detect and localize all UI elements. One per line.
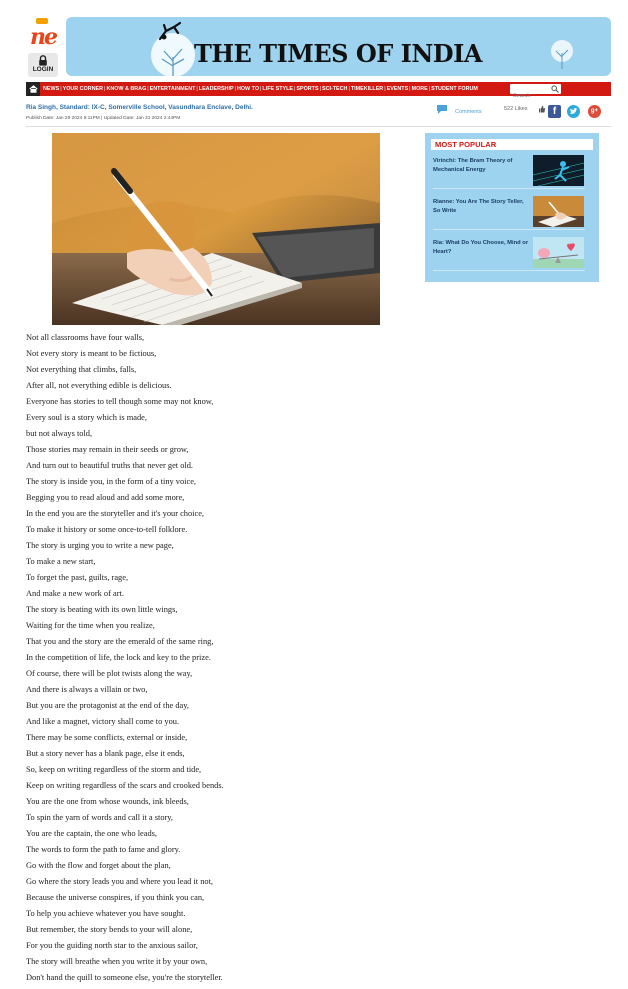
poem-line: And turn out to beautiful truths that never get old.: [26, 461, 194, 470]
poem-line: To spin the yarn of words and call it a story,: [26, 813, 174, 822]
nav-item-your-corner[interactable]: YOUR CORNER: [62, 86, 104, 92]
mind-heart-thumbnail: [533, 237, 584, 268]
nav-separator: |: [293, 86, 296, 92]
poem-line: Begging you to read aloud and add some more,: [26, 493, 185, 502]
poem-line: Keep on writing regardless of the scars and crooked bends.: [26, 781, 224, 790]
poem-line: Not every story is meant to be fictious,: [26, 349, 157, 358]
article-body-poem: [26, 331, 406, 987]
poem-line: Everyone has stories to tell though some may not know,: [26, 397, 214, 406]
search-icon[interactable]: [551, 85, 559, 93]
nav-separator: |: [260, 86, 262, 92]
nav-item-student-forum[interactable]: STUDENT FORUM: [431, 86, 478, 92]
times-of-india-masthead[interactable]: [66, 17, 611, 76]
nav-item-sports[interactable]: SPORTS: [296, 86, 319, 92]
poem-line: After all, not everything edible is delicious.: [26, 381, 172, 390]
poem-line: Waiting for the time when you realize,: [26, 621, 155, 630]
poem-line: Every soul is a story which is made,: [26, 413, 147, 422]
nav-items: [40, 86, 478, 92]
poem-line: Because the universe conspires, if you think you can,: [26, 893, 205, 902]
twitter-icon: [567, 105, 580, 118]
poem-line: Don't hand the quill to someone else, you're the storyteller.: [26, 973, 223, 982]
lock-icon: [38, 55, 48, 66]
popular-item[interactable]: [431, 196, 593, 230]
popular-item-thumbnail[interactable]: [533, 237, 584, 268]
nav-separator: |: [234, 86, 236, 92]
poem-line: To make a new start,: [26, 557, 96, 566]
small-tree-illustration: [548, 39, 576, 69]
nav-item-entertainment[interactable]: ENTERTAINMENT: [149, 86, 196, 92]
most-popular-heading: MOST POPULAR: [435, 140, 497, 149]
nav-separator: |: [384, 86, 386, 92]
popular-item[interactable]: [431, 237, 593, 271]
popular-item[interactable]: [431, 155, 593, 189]
popular-item-divider: [433, 229, 585, 230]
popular-item-title[interactable]: Ria: What Do You Choose, Mind or Heart?: [433, 240, 529, 255]
nav-item-timekiller[interactable]: TIMEKILLER: [350, 86, 384, 92]
nav-item-sci-tech[interactable]: SCI-TECH: [321, 86, 348, 92]
twitter-share-button[interactable]: [567, 105, 580, 118]
facebook-share-button[interactable]: [548, 105, 561, 118]
hero-image-writing: [52, 133, 380, 325]
poem-line: The words to form the path to fame and glory.: [26, 845, 181, 854]
writing-thumbnail: [533, 196, 584, 227]
poem-line: To forget the past, guilts, rage,: [26, 573, 129, 582]
poem-line: The story will breathe when you write it by your own,: [26, 957, 208, 966]
poem-line: The story is urging you to write a new page,: [26, 541, 174, 550]
poem-line: And make a new work of art.: [26, 589, 124, 598]
poem-line: But remember, the story bends to your will alone,: [26, 925, 193, 934]
thumbs-up-icon[interactable]: [538, 105, 546, 113]
google-plus-share-button[interactable]: [588, 105, 601, 118]
masthead-title: THE TIMES OF INDIA: [194, 39, 482, 68]
popular-item-thumbnail[interactable]: [533, 196, 584, 227]
nie-logo[interactable]: [28, 18, 58, 48]
energy-thumbnail: [533, 155, 584, 186]
poem-line: Those stories may remain in their seeds or grow,: [26, 445, 189, 454]
popular-item-divider: [433, 188, 585, 189]
nav-item-how-to[interactable]: HOW TO: [236, 86, 260, 92]
home-button[interactable]: [26, 82, 40, 96]
comments-link[interactable]: Comments: [455, 109, 482, 115]
home-icon: [29, 85, 38, 93]
poem-line: In the end you are the storyteller and it's your choice,: [26, 509, 205, 518]
poem-line: Go where the story leads you and where you lead it not,: [26, 877, 213, 886]
main-nav: [26, 82, 611, 96]
poem-line: Go with the flow and forget about the plan,: [26, 861, 171, 870]
nav-separator: |: [348, 86, 350, 92]
poem-line: So, keep on writing regardless of the storm and tide,: [26, 765, 202, 774]
popular-item-title[interactable]: Virinchi: The Bram Theory of Mechanical Energy: [433, 158, 513, 173]
poem-line: But a story never has a blank page, else it ends,: [26, 749, 185, 758]
nav-item-leadership[interactable]: LEADERSHIP: [198, 86, 234, 92]
most-popular-sidebar: [425, 133, 599, 282]
nav-item-events[interactable]: EVENTS: [386, 86, 409, 92]
poem-line: In the competition of life, the lock and key to the prize.: [26, 653, 211, 662]
nav-separator: |: [409, 86, 411, 92]
popular-item-divider: [433, 270, 585, 271]
article-dates: [26, 116, 180, 121]
header-divider: [26, 126, 611, 127]
poem-line: The story is beating with its own little wings,: [26, 605, 178, 614]
writing-illustration: [52, 133, 380, 325]
poem-line: To make it history or some once-to-tell folklore.: [26, 525, 188, 534]
poem-line: To help you achieve whatever you have sought.: [26, 909, 186, 918]
nav-item-news[interactable]: NEWS: [43, 86, 60, 92]
google-plus-icon: g+: [590, 108, 599, 114]
nav-separator: |: [104, 86, 106, 92]
updated-date: Updated Date: Jan 31 2024 2:44PM: [103, 116, 181, 121]
popular-item-thumbnail[interactable]: [533, 155, 584, 186]
nav-item-life-style[interactable]: LIFE STYLE: [262, 86, 293, 92]
poem-line: For you the guiding north star to the anxious sailor,: [26, 941, 198, 950]
facebook-icon: f: [552, 106, 557, 117]
login-label: LOGIN: [32, 66, 54, 73]
search-input[interactable]: [510, 91, 548, 101]
nav-item-know-brag[interactable]: KNOW & BRAG: [106, 86, 147, 92]
poem-line: And there is always a villain or two,: [26, 685, 148, 694]
publish-date: Publish Date: Jan 29 2024 9:11PM: [26, 116, 100, 121]
likes-count: 522 Likes: [504, 106, 528, 112]
comment-icon[interactable]: [436, 104, 448, 115]
poem-line: That you and the story are the emerald of the same ring,: [26, 637, 214, 646]
nav-separator: |: [319, 86, 321, 92]
article-byline: Ria Singh, Standard: IX-C, Somerville School, Vasundhara Enclave, Delhi.: [26, 104, 253, 111]
poem-line: And like a magnet, victory shall come to you.: [26, 717, 180, 726]
nav-separator: |: [60, 86, 62, 92]
login-button[interactable]: [28, 53, 58, 77]
poem-line: Not everything that climbs, falls,: [26, 365, 137, 374]
site-header: [0, 0, 628, 82]
poem-line: The story is inside you, in the form of a tiny voice,: [26, 477, 197, 486]
poem-line: Of course, there will be plot twists along the way,: [26, 669, 193, 678]
date-separator: |: [101, 116, 104, 121]
nav-separator: |: [196, 86, 198, 92]
nie-logo-text: ne: [30, 24, 56, 50]
nav-item-more[interactable]: MORE: [411, 86, 428, 92]
most-popular-header: [431, 139, 593, 150]
poem-line: You are the captain, the one who leads,: [26, 829, 158, 838]
poem-line: but not always told,: [26, 429, 93, 438]
search-box: [510, 84, 561, 94]
popular-item-title[interactable]: Rianne: You Are The Story Teller, So Write: [433, 199, 524, 214]
social-bar: [436, 104, 611, 120]
nav-separator: |: [428, 86, 431, 92]
poem-line: There may be some conflicts, external or inside,: [26, 733, 188, 742]
poem-line: Not all classrooms have four walls,: [26, 333, 145, 342]
nav-separator: |: [147, 86, 149, 92]
poem-line: You are the one from whose wounds, ink bleeds,: [26, 797, 189, 806]
poem-line: But you are the protagonist at the end of the day,: [26, 701, 189, 710]
